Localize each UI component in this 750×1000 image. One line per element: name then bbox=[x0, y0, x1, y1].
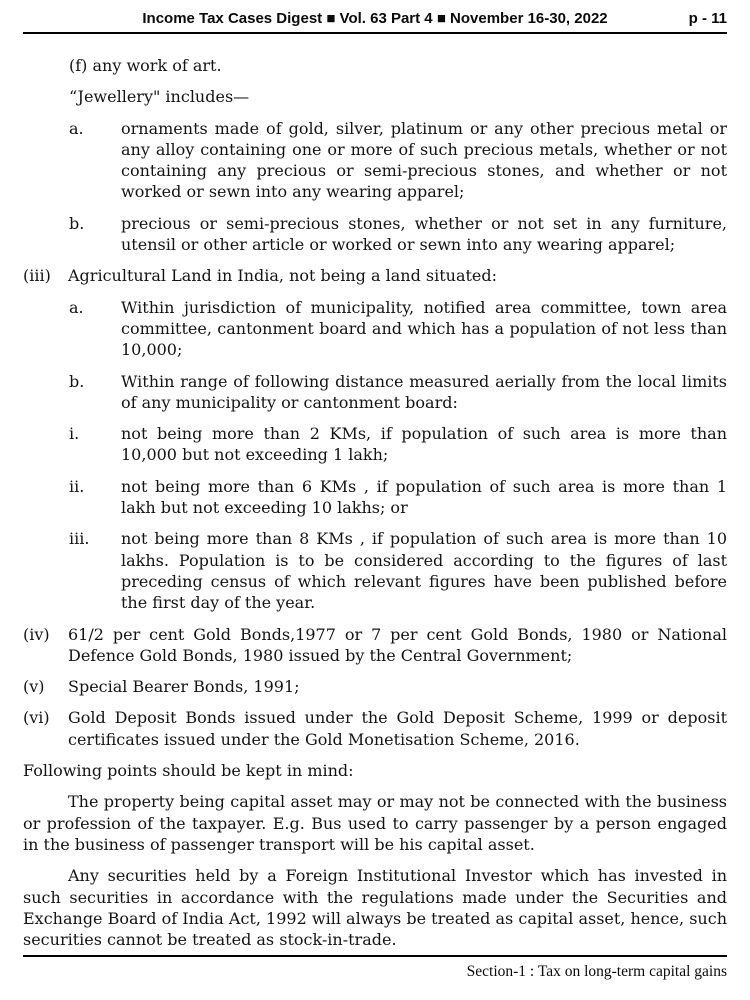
list-item-text: precious or semi-precious stones, whether or not set in any furniture, utensil or other article or worked or sewn into any wearing apparel; bbox=[121, 213, 727, 255]
list-item-label: ii. bbox=[69, 476, 85, 496]
list-item bbox=[23, 676, 727, 697]
document-body bbox=[23, 55, 727, 950]
paragraph: Any securities held by a Foreign Institutional Investor which has invested in such securities in accordance with the regulations made under the Securities and Exchange Board of India Act, 1992 will always be treated as capital asset, hence, such securities cannot be treated as stock-in-trade. bbox=[23, 866, 727, 950]
header-title: Income Tax Cases Digest ■ Vol. 63 Part 4 ■ November 16-30, 2022 bbox=[142, 10, 608, 27]
page-header bbox=[23, 8, 727, 34]
list-item-text: Within range of following distance measured aerially from the local limits of any municipality or cantonment board: bbox=[121, 371, 727, 412]
paragraph: (f) any work of art. bbox=[69, 56, 222, 75]
list-item-text: Agricultural Land in India, not being a land situated: bbox=[68, 266, 498, 286]
list-item bbox=[69, 118, 727, 203]
list-item-text: not being more than 2 KMs, if population of such area is more than 10,000 but not exceeding 1 lakh; bbox=[121, 424, 727, 465]
list-item-label: (iii) bbox=[23, 266, 51, 286]
list-item-label: (iv) bbox=[23, 624, 50, 644]
list-item-label: a. bbox=[69, 118, 84, 138]
list-item-label: (v) bbox=[23, 677, 45, 697]
list-item-text: Gold Deposit Bonds issued under the Gold Deposit Scheme, 1999 or deposit certificates issued under the Gold Monetisation Scheme, 2016. bbox=[68, 708, 727, 749]
list-item bbox=[23, 624, 727, 667]
list-item-label: iii. bbox=[69, 529, 90, 549]
list-item-text: ornaments made of gold, silver, platinum or any other precious metal or any alloy containing one or more of such precious metals, whether or not containing any precious or semi-precious stones, and whether or not worked or sewn into any wearing apparel; bbox=[121, 118, 727, 202]
footer-section-title: Section-1 : Tax on long-term capital gains bbox=[466, 963, 727, 980]
list-item bbox=[69, 371, 727, 414]
list-item-label: b. bbox=[69, 213, 85, 233]
paragraph: The property being capital asset may or may not be connected with the business or profession of the taxpayer. E.g. Bus used to carry passenger by a person engaged in the business of passenger transport will be his capital asset. bbox=[23, 792, 727, 854]
paragraph: Following points should be kept in mind: bbox=[23, 761, 354, 781]
list-item bbox=[23, 707, 727, 750]
list-item-text: 61/2 per cent Gold Bonds,1977 or 7 per cent Gold Bonds, 1980 or National Defence Gold Bonds, 1980 issued by the Central Government; bbox=[68, 624, 727, 665]
list-item bbox=[69, 297, 727, 361]
list-item bbox=[69, 213, 727, 256]
list-item-text: Within jurisdiction of municipality, notified area committee, town area committee, cantonment board and which has a population of not less than 10,000; bbox=[121, 297, 727, 360]
list-item bbox=[23, 265, 727, 286]
list-item bbox=[69, 423, 727, 466]
list-item bbox=[69, 528, 727, 613]
paragraph: “Jewellery" includes— bbox=[69, 87, 250, 107]
list-item-label: a. bbox=[69, 297, 84, 317]
page-number: p - 11 bbox=[688, 10, 727, 27]
list-item-text: not being more than 8 KMs , if population of such area is more than 10 lakhs. Population is to be considered according to the figures of last preceding census of which relevant figures have been published before the first day of the year. bbox=[121, 529, 727, 613]
page-footer bbox=[23, 955, 727, 981]
list-item bbox=[69, 476, 727, 519]
list-item-label: b. bbox=[69, 371, 85, 391]
list-item-label: (vi) bbox=[23, 708, 50, 728]
list-item-label: i. bbox=[69, 424, 80, 444]
list-item-text: Special Bearer Bonds, 1991; bbox=[68, 677, 300, 697]
list-item-text: not being more than 6 KMs , if population of such area is more than 1 lakh but not exceeding 10 lakhs; or bbox=[121, 476, 727, 518]
